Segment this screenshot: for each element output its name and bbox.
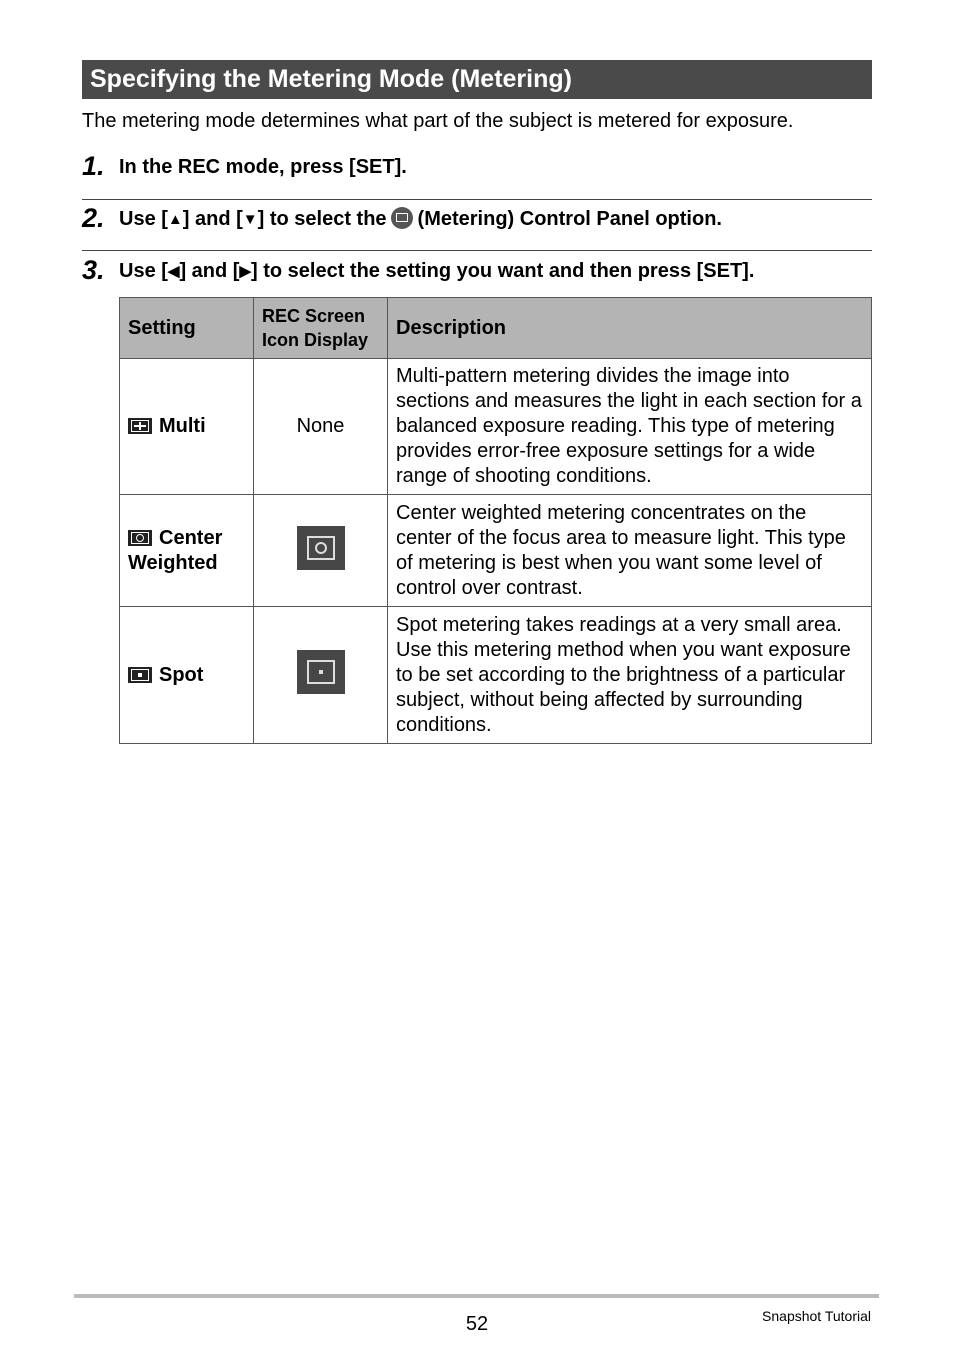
footer-label: Snapshot Tutorial — [762, 1308, 871, 1324]
step-number: 2. — [82, 203, 105, 233]
step-text: Use [▲] and [▼] to select the (Metering) Control Panel option. — [119, 206, 722, 234]
footer-divider — [74, 1294, 879, 1298]
step-number: 3. — [82, 255, 105, 285]
metering-icon — [391, 207, 413, 229]
center-weighted-metering-icon — [128, 530, 152, 546]
description-cell: Center weighted metering concentrates on the center of the focus area to measure light. This type of metering is best when you want some level of control over contrast. — [388, 495, 872, 607]
table-header-row — [120, 298, 872, 359]
step-text: Use [◀] and [▶] to select the setting you want and then press [SET]. — [119, 258, 754, 286]
setting-label: Spot — [159, 663, 204, 686]
step-text: In the REC mode, press [SET]. — [119, 156, 407, 178]
setting-cell — [120, 495, 254, 607]
header-description: Description — [388, 298, 872, 359]
table-row — [120, 607, 872, 744]
description-cell: Multi-pattern metering divides the image into sections and measures the light in each section for a balanced exposure reading. This type of metering provides error-free exposure settings for a wide range of shooting conditions. — [388, 359, 872, 495]
setting-cell — [120, 607, 254, 744]
setting-cell — [120, 359, 254, 495]
down-arrow-icon: ▼ — [242, 211, 258, 228]
divider — [82, 199, 872, 200]
icon-display-cell: None — [254, 359, 388, 495]
header-rec-screen-icon: REC Screen Icon Display — [254, 298, 388, 359]
spot-metering-icon — [297, 650, 345, 694]
table-row — [120, 359, 872, 495]
center-weighted-metering-icon — [297, 526, 345, 570]
setting-label: Center — [159, 526, 223, 549]
left-arrow-icon: ◀ — [167, 263, 180, 280]
icon-display-cell — [254, 495, 388, 607]
intro-text: The metering mode determines what part of the subject is metered for exposure. — [82, 110, 794, 132]
setting-label: Multi — [159, 415, 206, 437]
setting-label: Weighted — [128, 551, 218, 574]
right-arrow-icon: ▶ — [239, 263, 251, 280]
multi-metering-icon — [128, 418, 152, 434]
description-cell: Spot metering takes readings at a very small area. Use this metering method when you want exposure to be set according to the brightness of a particular subject, without being affected by surrounding conditions. — [388, 607, 872, 744]
icon-display-cell — [254, 607, 388, 744]
section-title: Specifying the Metering Mode (Metering) — [90, 65, 572, 93]
spot-metering-icon — [128, 667, 152, 683]
section-title-bar — [82, 60, 872, 99]
table-row — [120, 495, 872, 607]
step-number: 1. — [82, 151, 105, 181]
header-setting: Setting — [120, 298, 254, 359]
divider — [82, 250, 872, 251]
metering-settings-table — [119, 297, 872, 744]
up-arrow-icon: ▲ — [167, 211, 183, 228]
page-number: 52 — [465, 1313, 489, 1335]
